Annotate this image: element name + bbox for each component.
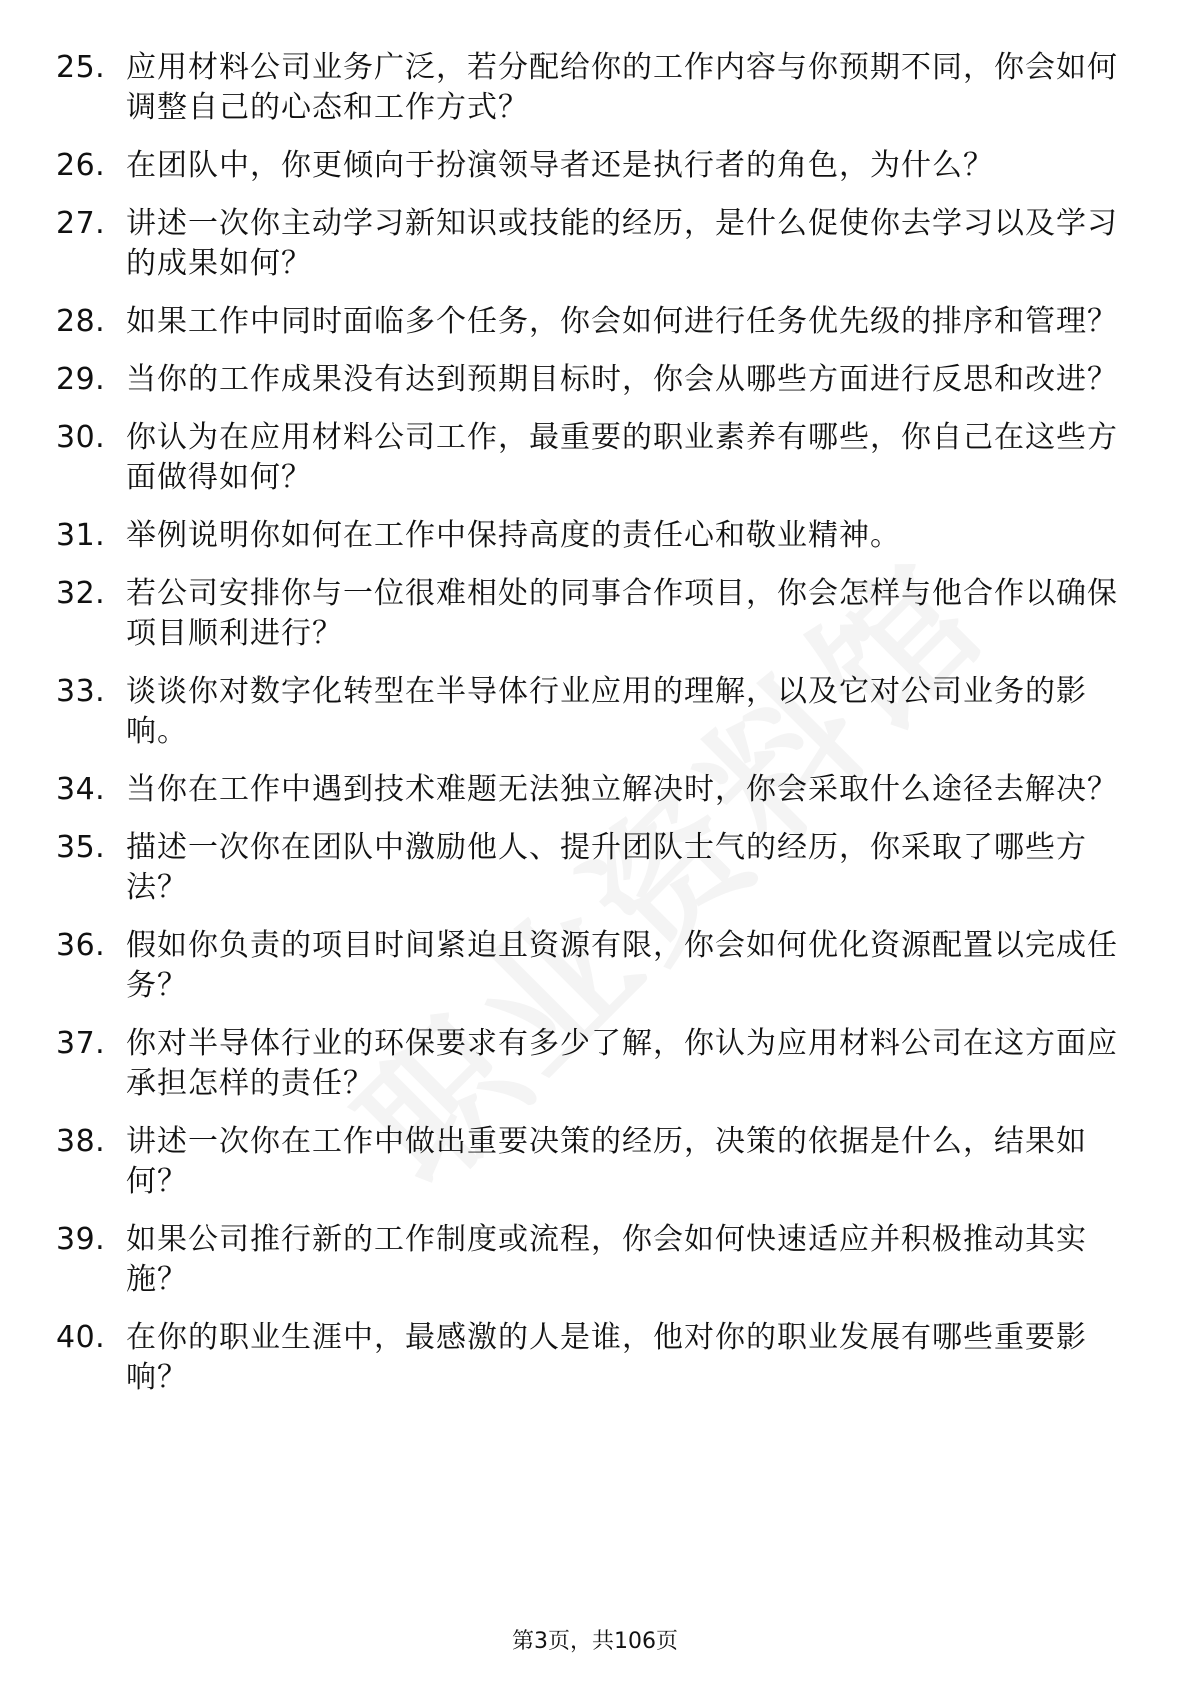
- question-number: 32.: [56, 576, 106, 611]
- list-item: [56, 418, 1136, 498]
- question-number: 28.: [56, 304, 106, 339]
- list-item: [56, 204, 1136, 284]
- list-item: [56, 672, 1136, 752]
- question-number: 38.: [56, 1124, 106, 1159]
- question-text: 在你的职业生涯中，最感激的人是谁，他对你的职业发展有哪些重要影响？: [126, 1320, 1087, 1395]
- question-text: 讲述一次你在工作中做出重要决策的经历，决策的依据是什么，结果如何？: [126, 1124, 1087, 1199]
- question-number: 35.: [56, 830, 106, 865]
- question-number: 33.: [56, 674, 106, 709]
- question-text: 谈谈你对数字化转型在半导体行业应用的理解，以及它对公司业务的影响。: [126, 674, 1087, 749]
- question-text: 举例说明你如何在工作中保持高度的责任心和敬业精神。: [126, 518, 901, 553]
- question-number: 29.: [56, 362, 106, 397]
- question-text: 描述一次你在团队中激励他人、提升团队士气的经历，你采取了哪些方法？: [126, 830, 1087, 905]
- question-number: 30.: [56, 420, 106, 455]
- list-item: [56, 516, 1136, 556]
- list-item: [56, 926, 1136, 1006]
- question-list: [56, 48, 1136, 1416]
- question-text: 当你的工作成果没有达到预期目标时，你会从哪些方面进行反思和改进？: [126, 362, 1118, 397]
- list-item: [56, 1122, 1136, 1202]
- question-number: 34.: [56, 772, 106, 807]
- list-item: [56, 574, 1136, 654]
- question-text: 你认为在应用材料公司工作，最重要的职业素养有哪些，你自己在这些方面做得如何？: [126, 420, 1118, 495]
- page-footer: [0, 1628, 1190, 1656]
- question-number: 40.: [56, 1320, 106, 1355]
- list-item: [56, 302, 1136, 342]
- question-number: 27.: [56, 206, 106, 241]
- question-number: 26.: [56, 148, 106, 183]
- list-item: [56, 360, 1136, 400]
- list-item: [56, 1024, 1136, 1104]
- question-number: 36.: [56, 928, 106, 963]
- list-item: [56, 770, 1136, 810]
- question-text: 假如你负责的项目时间紧迫且资源有限，你会如何优化资源配置以完成任务？: [126, 928, 1118, 1003]
- list-item: [56, 1318, 1136, 1398]
- question-text: 在团队中，你更倾向于扮演领导者还是执行者的角色，为什么？: [126, 148, 994, 183]
- question-text: 若公司安排你与一位很难相处的同事合作项目，你会怎样与他合作以确保项目顺利进行？: [126, 576, 1118, 651]
- question-text: 应用材料公司业务广泛，若分配给你的工作内容与你预期不同，你会如何调整自己的心态和工作方式？: [126, 50, 1118, 125]
- page-number-label: 第3页，共106页: [512, 1629, 678, 1654]
- list-item: [56, 828, 1136, 908]
- question-text: 讲述一次你主动学习新知识或技能的经历，是什么促使你去学习以及学习的成果如何？: [126, 206, 1118, 281]
- question-text: 当你在工作中遇到技术难题无法独立解决时，你会采取什么途径去解决？: [126, 772, 1118, 807]
- question-number: 31.: [56, 518, 106, 553]
- question-number: 37.: [56, 1026, 106, 1061]
- list-item: [56, 48, 1136, 128]
- question-number: 39.: [56, 1222, 106, 1257]
- question-text: 如果工作中同时面临多个任务，你会如何进行任务优先级的排序和管理？: [126, 304, 1118, 339]
- list-item: [56, 1220, 1136, 1300]
- question-text: 如果公司推行新的工作制度或流程，你会如何快速适应并积极推动其实施？: [126, 1222, 1087, 1297]
- question-number: 25.: [56, 50, 106, 85]
- list-item: [56, 146, 1136, 186]
- question-text: 你对半导体行业的环保要求有多少了解，你认为应用材料公司在这方面应承担怎样的责任？: [126, 1026, 1118, 1101]
